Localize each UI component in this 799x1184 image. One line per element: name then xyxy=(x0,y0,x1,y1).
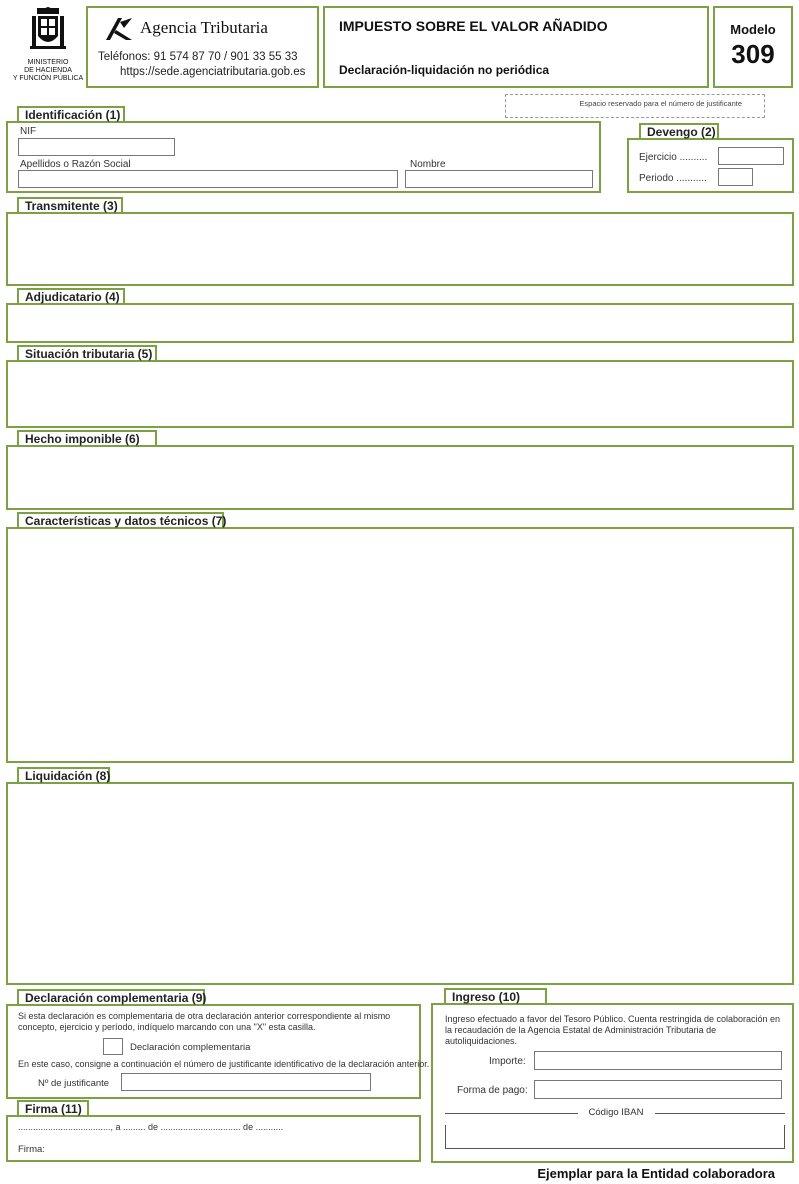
liquidacion-section[interactable] xyxy=(6,782,794,985)
importe-field[interactable] xyxy=(534,1051,782,1070)
name-field[interactable] xyxy=(405,170,593,188)
iban-divider-left xyxy=(445,1113,578,1114)
firma-title: Firma (11) xyxy=(17,1100,89,1117)
firma-place-date: ....................................., a ......... de ................................ de ........... xyxy=(18,1122,284,1132)
nif-label: NIF xyxy=(20,126,37,137)
ingreso-text: Ingreso efectuado a favor del Tesoro Público. Cuenta restringida de colaboración en la recaudación de la Agencia Estatal de Administración Tributaria de autoliquidaciones. xyxy=(445,1014,781,1046)
agency-header-box xyxy=(86,6,319,88)
transmitente-title: Transmitente (3) xyxy=(17,197,123,214)
reserved-number-label: Espacio reservado para el número de justificante xyxy=(579,99,742,108)
liquidacion-title: Liquidación (8) xyxy=(17,767,110,784)
transmitente-section[interactable] xyxy=(6,212,794,286)
form-title: IMPUESTO SOBRE EL VALOR AÑADIDO xyxy=(339,18,608,34)
adjudicatario-section[interactable] xyxy=(6,303,794,343)
iban-divider-right xyxy=(655,1113,785,1114)
devengo-title: Devengo (2) xyxy=(639,123,719,140)
coat-of-arms-icon xyxy=(28,6,68,54)
complementaria-section xyxy=(6,1004,430,1099)
firma-section xyxy=(6,1115,421,1162)
caracteristicas-title: Características y datos técnicos (7) xyxy=(17,512,224,529)
ingreso-section xyxy=(431,1003,794,1163)
situacion-title: Situación tributaria (5) xyxy=(17,345,157,362)
hecho-imponible-section[interactable] xyxy=(6,445,794,510)
iban-label: Código IBAN xyxy=(588,1107,644,1118)
ejercicio-field[interactable] xyxy=(718,147,784,165)
modelo-box xyxy=(713,6,793,88)
situacion-section[interactable] xyxy=(6,360,794,428)
firma-label: Firma: xyxy=(18,1144,45,1155)
agency-name: Agencia Tributaria xyxy=(140,18,268,37)
forma-pago-label: Forma de pago: xyxy=(457,1085,528,1096)
complementaria-title: Declaración complementaria (9) xyxy=(17,989,205,1006)
caracteristicas-section[interactable] xyxy=(6,527,794,763)
importe-label: Importe: xyxy=(489,1056,526,1067)
form-title-box xyxy=(323,6,709,88)
devengo-section xyxy=(627,138,794,193)
surname-field[interactable] xyxy=(18,170,398,188)
forma-pago-field[interactable] xyxy=(534,1080,782,1099)
ejercicio-label: Ejercicio .......... xyxy=(639,152,708,163)
surname-label: Apellidos o Razón Social xyxy=(20,159,131,170)
complementaria-text: Si esta declaración es complementaria de otra declaración anterior correspondiente al mismo concepto, ejercicio y período, indíquelo marcando con una "X" esta casilla. xyxy=(18,1011,391,1032)
hecho-imponible-title: Hecho imponible (6) xyxy=(17,430,157,447)
reserved-number-space xyxy=(505,94,765,118)
complementaria-checkbox[interactable] xyxy=(103,1038,123,1055)
complementaria-instruction: En este caso, consigne a continuación el número de justificante identificativo de la declaración anterior. xyxy=(18,1059,430,1069)
nif-field[interactable] xyxy=(18,138,175,156)
agency-logo-icon xyxy=(104,16,134,42)
identificacion-section xyxy=(6,121,601,193)
complementaria-checkbox-label: Declaración complementaria xyxy=(130,1042,251,1053)
periodo-field[interactable] xyxy=(718,168,753,186)
modelo-label: Modelo xyxy=(730,22,776,37)
ministry-name: MINISTERIO DE HACIENDA Y FUNCIÓN PÚBLICA xyxy=(12,59,84,82)
ministry-logo xyxy=(10,6,86,88)
modelo-number: 309 xyxy=(731,39,775,69)
adjudicatario-title: Adjudicatario (4) xyxy=(17,288,125,305)
agency-website: https://sede.agenciatributaria.gob.es xyxy=(120,66,306,78)
agency-phones: Teléfonos: 91 574 87 70 / 901 33 55 33 xyxy=(98,51,298,63)
form-subtitle: Declaración-liquidación no periódica xyxy=(339,63,550,77)
ingreso-title: Ingreso (10) xyxy=(444,988,547,1005)
justificante-field[interactable] xyxy=(121,1073,371,1091)
identificacion-title: Identificación (1) xyxy=(17,106,125,123)
periodo-label: Periodo ........... xyxy=(639,173,707,184)
justificante-label: Nº de justificante xyxy=(38,1078,110,1089)
name-label: Nombre xyxy=(410,159,446,170)
copy-label: Ejemplar para la Entidad colaboradora xyxy=(537,1166,775,1181)
iban-field[interactable] xyxy=(445,1125,785,1149)
